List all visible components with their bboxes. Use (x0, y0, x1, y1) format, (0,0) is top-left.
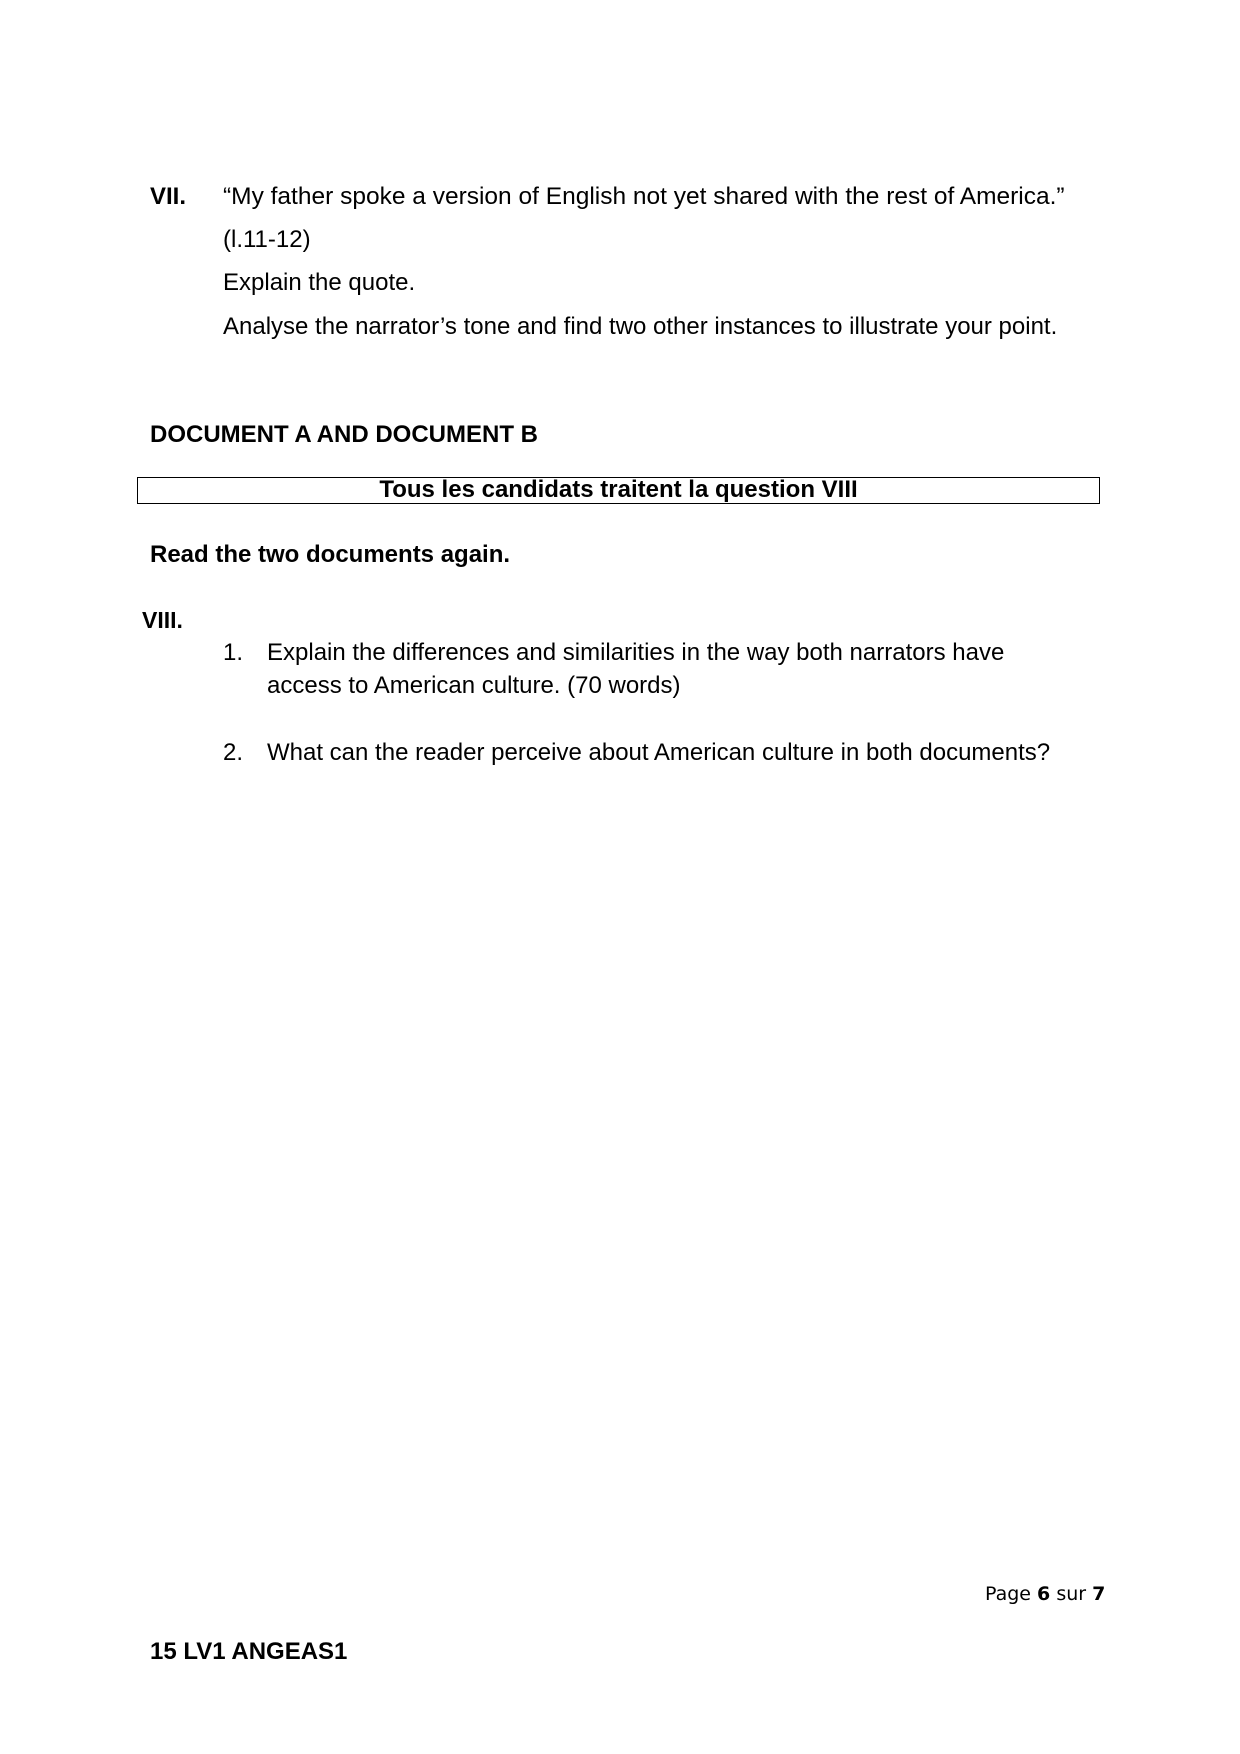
exam-code: 15 LV1 ANGEAS1 (150, 1638, 348, 1665)
list-item-text-continued: access to American culture. (70 words) (267, 672, 681, 699)
question-viii-number: VIII. (142, 607, 183, 633)
section-heading: DOCUMENT A AND DOCUMENT B (150, 421, 538, 448)
page-total: 7 (1092, 1583, 1106, 1605)
read-instruction: Read the two documents again. (150, 541, 511, 568)
page-label: Page (985, 1583, 1031, 1605)
question-vii-instruction-analyse: Analyse the narrator’s tone and find two other instances to illustrate your point. (223, 313, 1058, 340)
question-vii-line-reference: (l.11-12) (223, 226, 311, 253)
question-vii-quote: “My father spoke a version of English not yet shared with the rest of America.” (223, 183, 1065, 210)
question-vii-instruction-explain: Explain the quote. (223, 269, 416, 296)
question-vii-number: VII. (150, 183, 187, 210)
page-current: 6 (1037, 1583, 1051, 1605)
list-item-text: Explain the differences and similarities in the way both narrators have (267, 639, 1005, 666)
list-item-text: What can the reader perceive about American culture in both documents? (267, 739, 1051, 766)
page-of: sur (1056, 1583, 1087, 1605)
page-number (985, 1583, 1105, 1605)
notice-text: Tous les candidats traitent la question VIII (379, 476, 858, 503)
notice-box (137, 477, 1100, 504)
list-item-marker: 1. (223, 639, 244, 666)
list-item-marker: 2. (223, 739, 244, 766)
